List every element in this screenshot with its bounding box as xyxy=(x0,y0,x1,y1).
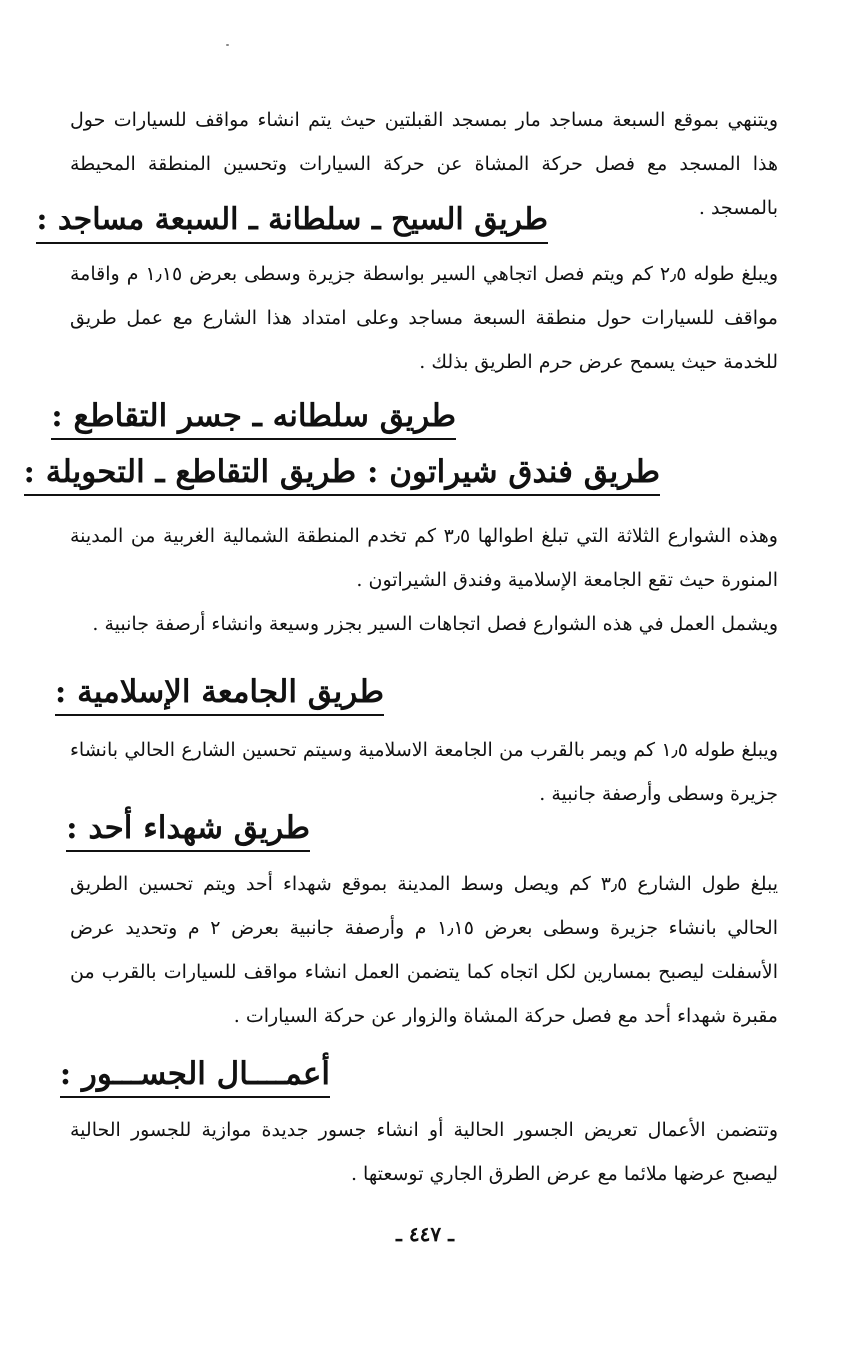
paragraph-islamic-university-road: ويبلغ طوله ١٫٥ كم ويمر بالقرب من الجامعة الاسلامية وسيتم تحسين الشارع الحالي بانشاء جزيرة وسطى وأرصفة جانبية . xyxy=(70,739,778,805)
heading-uhud-martyrs-road: طريق شهداء أحد : xyxy=(66,808,310,852)
paragraph-three-streets-works: ويشمل العمل في هذه الشوارع فصل اتجاهات السير بجزر وسيعة وانشاء أرصفة جانبية . xyxy=(92,613,778,635)
page-number: ـ ٤٤٧ ـ xyxy=(396,1222,454,1246)
heading-sayh-sultana-road: طريق السيح ـ سلطانة ـ السبعة مساجد : xyxy=(36,200,548,244)
paragraph-uhud-martyrs-road: يبلغ طول الشارع ٣٫٥ كم ويصل وسط المدينة بموقع شهداء أحد ويتم تحسين الطريق الحالي بانشاء جزيرة وسطى بعرض ١٫١٥ م وأرصفة جانبية بعرض ٢ م وتحديد عرض الأسفلت ليصبح بمسارين لكل اتجاه كما يتضمن العمل انشاء مواقف للسيارات بالقرب من مقبرة شهداء أحد مع فصل حركة المشاة والزوار عن حركة السيارات . xyxy=(70,873,779,1027)
paragraph-bridge-works: وتتضمن الأعمال تعريض الجسور الحالية أو انشاء جسور جديدة موازية للجسور الحالية ليصبح عرضها ملائما مع عرض الطرق الجاري توسعتها . xyxy=(70,1119,778,1185)
paragraph-three-streets: وهذه الشوارع الثلاثة التي تبلغ اطوالها ٣٫٥ كم تخدم المنطقة الشمالية الغربية من المدينة المنورة حيث تقع الجامعة الإسلامية وفندق الشيراتون . xyxy=(70,525,778,591)
heading-bridge-works: أعمــــال الجســـور : xyxy=(60,1054,330,1098)
heading-sheraton-road: طريق فندق شيراتون : طريق التقاطع ـ التحويلة : xyxy=(24,452,660,496)
paragraph-sabaa-masajid-intro: ويتنهي بموقع السبعة مساجد مار بمسجد القبلتين حيث يتم انشاء مواقف للسيارات حول هذا المسجد مع فصل حركة المشاة عن حركة السيارات وتحسين المنطقة المحيطة بالمسجد . xyxy=(70,109,778,219)
heading-islamic-university-road: طريق الجامعة الإسلامية : xyxy=(55,672,384,716)
heading-sultana-bridge-road: طريق سلطانه ـ جسر التقاطع : xyxy=(51,396,456,440)
paragraph-sayh-sultana-road: ويبلغ طوله ٢٫٥ كم ويتم فصل اتجاهي السير بواسطة جزيرة وسطى بعرض ١٫١٥ م واقامة مواقف للسيارات حول منطقة السبعة مساجد وعلى امتداد هذا الشارع مع عمل طريق للخدمة حيث يسمح عرض حرم الطريق بذلك . xyxy=(70,263,778,373)
scan-speck xyxy=(226,44,229,46)
